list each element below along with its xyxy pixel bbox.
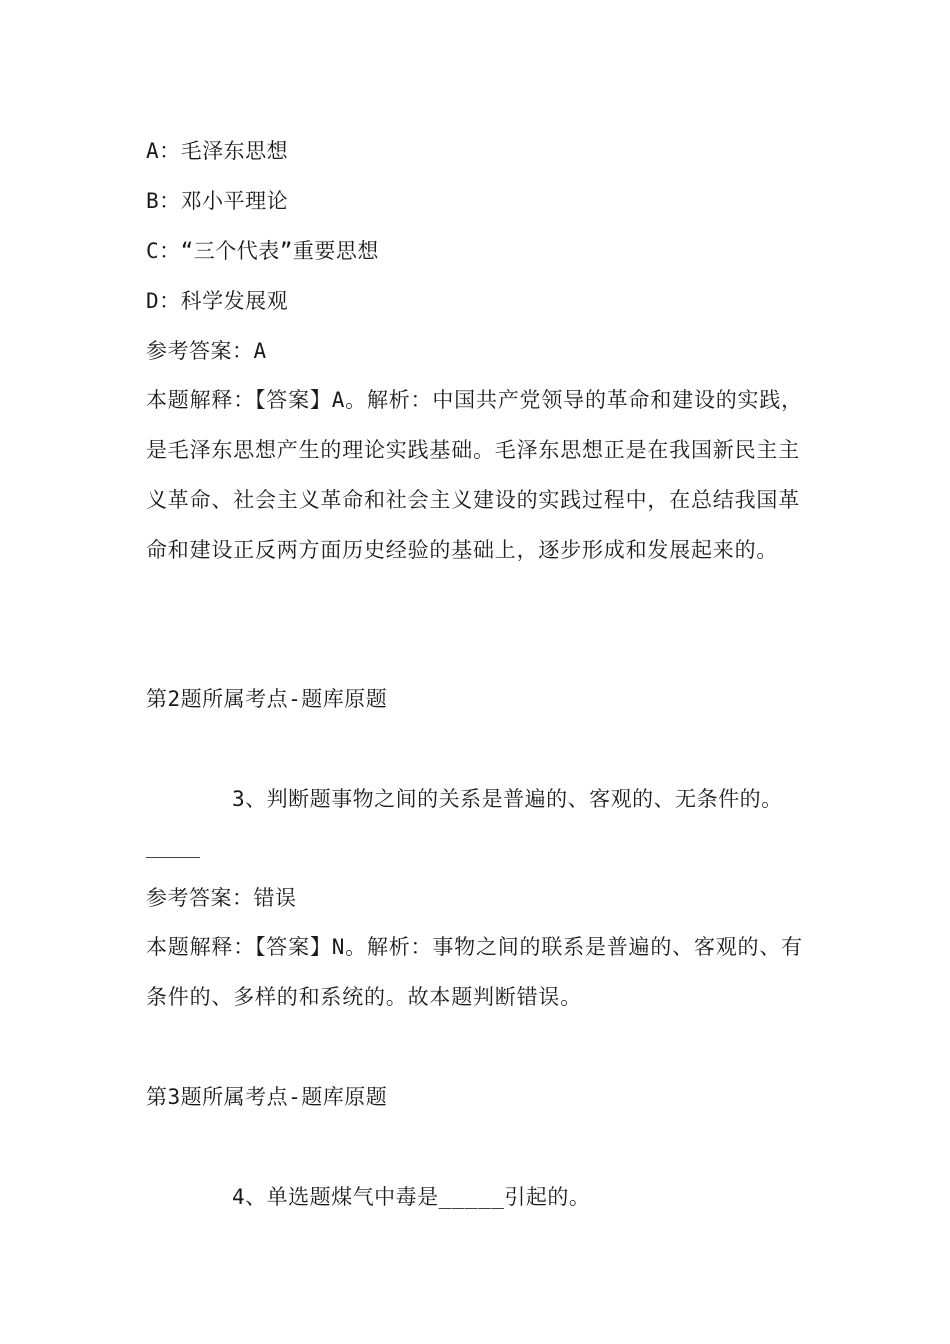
q1-answer: 参考答案：A	[146, 339, 267, 363]
option-c: C：“三个代表”重要思想	[146, 239, 379, 263]
option-a: A：毛泽东思想	[146, 139, 289, 163]
option-d: D：科学发展观	[146, 289, 289, 313]
q1-explanation: 本题解释：【答案】A。解析：中国共产党领导的革命和建设的实践，是毛泽东思想产生的理论实践基础。毛泽东思想正是在我国新民主主义革命、社会主义革命和社会主义建设的实践过程中，在总结我国革命和建设正反两方面历史经验的基础上，逐步形成和发展起来的。	[146, 388, 803, 562]
q2-topic: 第2题所属考点-题库原题	[146, 687, 388, 711]
q3-question: 3、判断题事物之间的关系是普遍的、客观的、无条件的。	[232, 787, 783, 811]
q4-question: 4、单选题煤气中毒是_____引起的。	[232, 1185, 591, 1209]
q3-answer: 参考答案：错误	[146, 886, 297, 910]
option-b: B：邓小平理论	[146, 189, 289, 213]
q3-topic: 第3题所属考点-题库原题	[146, 1085, 388, 1109]
q3-explanation: 本题解释：【答案】N。解析：事物之间的联系是普遍的、客观的、有条件的、多样的和系统的。故本题判断错误。	[146, 935, 803, 1009]
answer-blank-line	[146, 857, 200, 858]
